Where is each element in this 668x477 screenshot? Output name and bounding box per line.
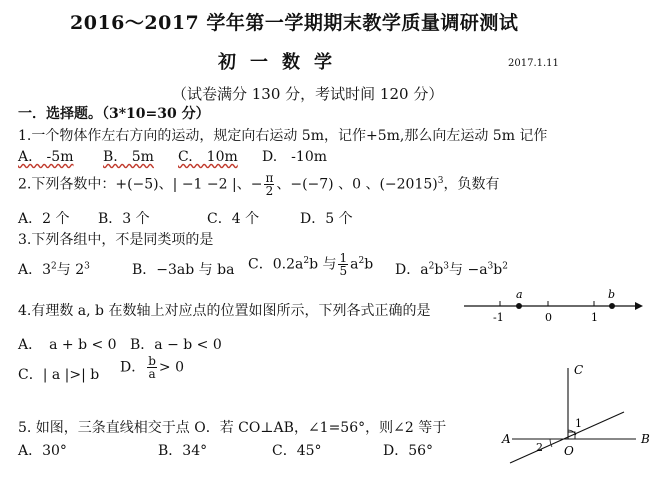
- q4-d-fraction: [147, 355, 157, 380]
- q4-d-pre: D．: [120, 359, 146, 376]
- q3-c-post: a: [350, 256, 359, 273]
- question-1-stem: 1.一个物体作左右方向的运动，规定向右运动 5m，记作+5m,那么向左运动 5m 记作: [18, 128, 548, 144]
- q3-d-mid: b: [434, 262, 444, 278]
- q2-frac-den: 2: [265, 184, 274, 198]
- q2-stem-end: ，负数有: [443, 176, 500, 193]
- q3-c-mid: b 与: [309, 256, 337, 273]
- exam-note: （试卷满分 130 分，考试时间 120 分）: [172, 85, 444, 103]
- number-line-figure: [460, 286, 645, 326]
- q1-option-c: C. 10m: [178, 149, 238, 165]
- angle-2-arc: [550, 439, 552, 447]
- q3-c-fraction: [338, 252, 348, 277]
- intersecting-lines-figure: [498, 360, 658, 470]
- exam-title: 2016～2017 学年第一学期期末教学质量调研测试: [70, 12, 519, 34]
- question-5-stem: 5. 如图，三条直线相交于点 O．若 CO⊥AB，∠1=56°，则∠2 等于: [18, 420, 447, 436]
- q4-d-post: > 0: [158, 359, 185, 376]
- question-3-stem: 3.下列各组中，不是同类项的是: [18, 232, 214, 248]
- q3-c-pre: C．0.2a: [248, 256, 304, 273]
- q3-d-mid3: b: [493, 262, 503, 278]
- q3-d-sup2: 3: [443, 261, 450, 272]
- q3-a-pre: A．3: [18, 262, 52, 278]
- q2-option-c: C．4 个: [207, 211, 260, 227]
- q3-d-pre: D．a: [395, 262, 429, 278]
- label-C: C: [574, 363, 584, 377]
- q2-option-a: A．2 个: [18, 211, 70, 227]
- q3-option-c: [248, 252, 373, 277]
- q3-c-frac-den: 5: [339, 264, 348, 278]
- q2-stem-post: 、−(−7) 、0 、(−2015): [276, 176, 438, 193]
- q2-frac-num: π: [265, 171, 274, 185]
- label-B: B: [641, 432, 650, 446]
- q4-option-a: A． a + b < 0: [18, 337, 117, 353]
- q2-option-d: D．5 个: [300, 211, 353, 227]
- q3-a-sup2: 3: [84, 261, 90, 272]
- point-b: [609, 303, 615, 309]
- q3-c-end: b: [364, 256, 374, 273]
- q4-option-b: B．a − b < 0: [130, 337, 222, 353]
- q4-d-frac-num: b: [148, 354, 156, 368]
- q3-d-sup3: 3: [487, 261, 494, 272]
- exam-date: 2017.1.11: [508, 58, 559, 69]
- q5-option-b: B．34°: [158, 443, 208, 459]
- q2-fraction: [264, 172, 274, 197]
- question-2-stem: [18, 172, 499, 197]
- q1-option-a: A. -5m: [18, 149, 74, 165]
- q1-option-b: B. 5m: [103, 149, 154, 165]
- q5-option-c: C．45°: [272, 443, 322, 459]
- tick-label-1: 1: [591, 311, 598, 324]
- tick-label-neg1: -1: [493, 311, 504, 324]
- q3-option-a: [18, 259, 90, 279]
- exam-subtitle: 初一数学: [218, 52, 346, 73]
- number-line-arrow: [635, 302, 643, 310]
- q3-d-sup1: 2: [428, 261, 435, 272]
- q3-a-sup1: 2: [51, 261, 57, 272]
- q3-d-sup4: 2: [502, 261, 508, 272]
- q3-c-sup: 2: [303, 255, 310, 266]
- q3-d-mid2: 与 −a: [449, 262, 488, 278]
- label-angle1: 1: [575, 417, 582, 430]
- q5-option-a: A．30°: [18, 443, 67, 459]
- label-A: A: [502, 432, 511, 446]
- q3-a-mid: 与 2: [56, 262, 85, 278]
- question-4-stem: 4.有理数 a, b 在数轴上对应点的位置如图所示，下列各式正确的是: [18, 303, 431, 319]
- label-b: b: [608, 288, 616, 301]
- point-a: [516, 303, 522, 309]
- q4-option-d: [120, 355, 184, 380]
- q3-c-frac-num: 1: [339, 251, 348, 265]
- label-angle2: 2: [536, 441, 543, 454]
- label-a: a: [516, 288, 523, 301]
- q1-option-d: D. -10m: [262, 149, 327, 165]
- section-label: 一．选择题。（3*10=30 分）: [18, 106, 210, 122]
- q4-d-frac-den: a: [148, 367, 156, 381]
- q5-option-d: D．56°: [383, 443, 434, 459]
- q2-stem-sup: 3: [437, 175, 444, 186]
- label-O: O: [564, 444, 574, 458]
- q4-option-c: C．| a |>| b: [18, 367, 100, 383]
- q3-c-sup2: 2: [358, 255, 365, 266]
- q3-option-d: [395, 259, 508, 279]
- q2-option-b: B．3 个: [98, 211, 150, 227]
- q2-stem-pre: 2.下列各数中：+(−5)、| −1 −2 |、−: [18, 176, 263, 193]
- tick-label-0: 0: [545, 311, 552, 324]
- q3-option-b: B．−3ab 与 ba: [132, 262, 235, 278]
